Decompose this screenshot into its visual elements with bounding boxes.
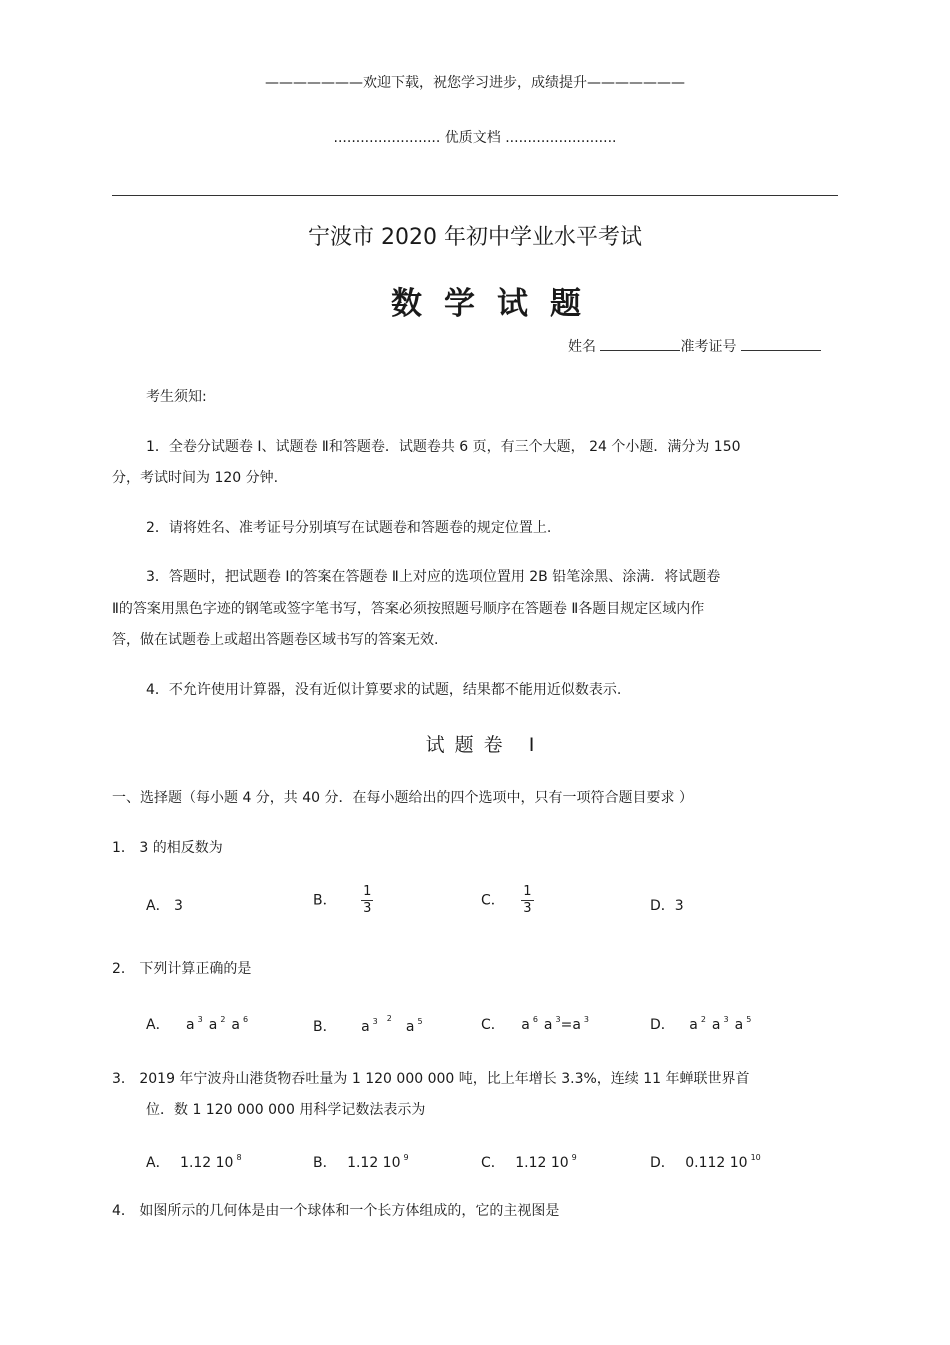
value: 1.12 10 (515, 1155, 569, 1171)
exponent: 8 (236, 1153, 242, 1162)
question-2-option-a (146, 1014, 254, 1034)
base: a (543, 1017, 553, 1033)
question-3-option-d (650, 1152, 767, 1172)
option-label: B． (313, 1155, 337, 1171)
question-3-option-a (146, 1152, 248, 1172)
exponent: 5 (417, 1017, 423, 1026)
question-1-option-b (313, 884, 373, 917)
exponent: 9 (571, 1153, 577, 1162)
base: a (711, 1017, 721, 1033)
numerator: 1 (523, 884, 532, 899)
question-3-option-b (313, 1152, 415, 1172)
exponent: 3 (372, 1017, 378, 1026)
notice-item-4: 4．不允许使用计算器，没有近似计算要求的试题，结果都不能用近似数表示. (146, 682, 622, 698)
option-label: C． (481, 1155, 505, 1171)
exponent: 2 (700, 1015, 706, 1024)
question-2-option-d (650, 1014, 757, 1034)
section-title: 试题卷 Ⅰ (425, 734, 545, 756)
exponent: 5 (746, 1015, 752, 1024)
base: =a (560, 1017, 581, 1033)
question-3-stem-line-1: 3． 2019 年宁波舟山港货物吞吐量为 1 120 000 000 吨，比上年增长 3.3%，连续 11 年蝉联世界首 (112, 1071, 750, 1087)
base: a (231, 1017, 240, 1033)
header-divider (112, 195, 838, 196)
option-label: B． (313, 892, 337, 909)
value: 1.12 10 (347, 1155, 401, 1171)
fraction (361, 884, 373, 917)
option-label: D． (650, 1017, 675, 1033)
denominator: 3 (363, 901, 372, 916)
notice-item-2: 2．请将姓名、准考证号分别填写在试题卷和答题卷的规定位置上. (146, 520, 552, 536)
question-2-stem: 2． 下列计算正确的是 (112, 961, 252, 977)
option-label: C． (481, 1017, 505, 1033)
numerator: 1 (363, 884, 372, 899)
question-2-option-c (481, 1014, 595, 1034)
question-1-option-a: A． 3 (146, 898, 183, 914)
notice-item-1-line-1: 1．全卷分试题卷 Ⅰ、试题卷 Ⅱ和答题卷．试题卷共 6 页，有三个大题， 24 个小题．满分为 150 (146, 439, 741, 455)
question-1-option-d: D．3 (650, 898, 684, 914)
exponent: 3 (583, 1015, 590, 1024)
notice-heading: 考生须知: (146, 389, 207, 405)
exponent: 6 (532, 1015, 538, 1024)
option-label: D． (650, 1155, 675, 1171)
base: a (521, 1017, 530, 1033)
exponent: 3 (197, 1015, 203, 1024)
candidate-info (568, 336, 821, 356)
question-2-option-b (313, 1014, 429, 1036)
id-label: 准考证号 (680, 339, 737, 355)
exponent: 2 (386, 1014, 392, 1023)
value: 0.112 10 (685, 1155, 748, 1171)
exam-title: 宁波市 2020 年初中学业水平考试 (308, 225, 642, 250)
option-label: A． (146, 1155, 170, 1171)
notice-item-1-line-2: 分，考试时间为 120 分钟. (112, 470, 279, 486)
notice-item-3-line-2: Ⅱ的答案用黑色字迹的钢笔或签字笔书写，答案必须按照题号顺序在答题卷 Ⅱ各题目规定区域内作 (112, 601, 705, 617)
base: a (186, 1017, 195, 1033)
name-blank (600, 338, 680, 351)
option-label: A． (146, 1017, 170, 1033)
option-label: B． (313, 1019, 337, 1035)
exponent: 3 (723, 1015, 729, 1024)
fraction (521, 884, 533, 917)
name-label: 姓名 (568, 339, 596, 355)
exponent: 9 (403, 1153, 409, 1162)
notice-item-3-line-3: 答，做在试题卷上或超出答题卷区域书写的答案无效. (112, 632, 439, 648)
base: a (361, 1019, 370, 1035)
exponent: 10 (750, 1153, 761, 1162)
base: a (689, 1017, 698, 1033)
value: 1.12 10 (180, 1155, 234, 1171)
option-label: C． (481, 892, 505, 909)
notice-item-3-line-1: 3．答题时，把试题卷 Ⅰ的答案在答题卷 Ⅱ上对应的选项位置用 2B 铅笔涂黑、涂满．将试题卷 (146, 569, 721, 585)
base: a (405, 1019, 415, 1035)
base: a (734, 1017, 744, 1033)
question-3-stem-line-2: 位．数 1 120 000 000 用科学记数法表示为 (146, 1102, 426, 1118)
base: a (208, 1017, 218, 1033)
question-1-option-c (481, 884, 534, 917)
exponent: 6 (243, 1015, 249, 1024)
exponent: 3 (555, 1015, 561, 1024)
download-banner: ———————欢迎下载，祝您学习进步，成绩提升——————— (265, 75, 685, 91)
question-4-stem: 4． 如图所示的几何体是由一个球体和一个长方体组成的，它的主视图是 (112, 1203, 560, 1219)
question-1-stem: 1． 3 的相反数为 (112, 840, 223, 856)
id-blank (741, 338, 821, 351)
denominator: 3 (523, 901, 532, 916)
question-3-option-c (481, 1152, 583, 1172)
subject-title: 数学试题 (391, 286, 603, 322)
exponent: 2 (220, 1015, 226, 1024)
quality-label: ........................ 优质文档 ......................... (333, 130, 617, 146)
section-instructions: 一、选择题（每小题 4 分，共 40 分．在每小题给出的四个选项中，只有一项符合题目要求 ） (112, 790, 693, 806)
